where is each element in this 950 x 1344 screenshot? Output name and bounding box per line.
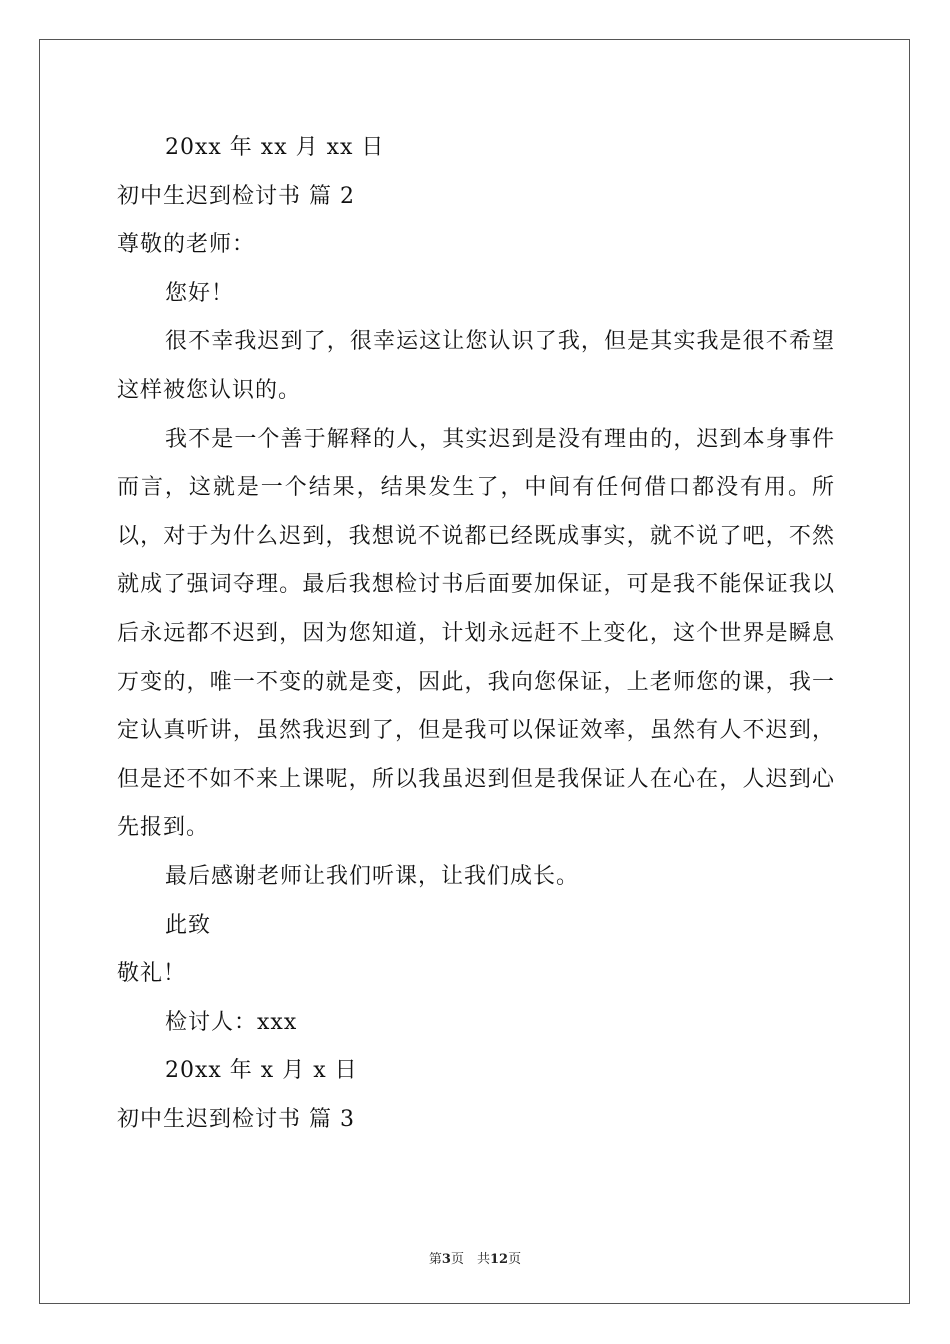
paragraph-2: 我不是一个善于解释的人，其实迟到是没有理由的，迟到本身事件而言，这就是一个结果，结果发生了，中间有任何借口都没有用。所以，对于为什么迟到，我想说不说都已经既成事实，就不说了吧，不然就成了强词夺理。最后我想检讨书后面要加保证，可是我不能保证我以后永远都不迟到，因为您知道，计划永远赶不上变化，这个世界是瞬息万变的，唯一不变的就是变，因此，我向您保证，上老师您的课，我一定认真听讲，虽然我迟到了，但是我可以保证效率，虽然有人不迟到，但是还不如不来上课呢，所以我虽迟到但是我保证人在心在，人迟到心先报到。 — [117, 426, 835, 841]
greeting: 您好！ — [165, 280, 235, 306]
signer-line: 检讨人：xxx — [165, 1009, 298, 1035]
section-heading-next: 初中生迟到检讨书 篇 3 — [117, 1106, 355, 1132]
footer-total-pages: 12 — [489, 1252, 509, 1267]
paragraph-1: 很不幸我迟到了，很幸运这让您认识了我，但是其实我是很不希望这样被您认识的。 — [117, 329, 835, 403]
footer-mid: 页 共 — [450, 1252, 490, 1267]
footer-current-page: 3 — [441, 1252, 451, 1267]
page-footer — [0, 1248, 950, 1267]
paragraph-3: 最后感谢老师让我们听课，让我们成长。 — [165, 863, 580, 889]
document-body — [117, 124, 835, 1144]
section-heading: 初中生迟到检讨书 篇 2 — [117, 183, 355, 209]
footer-prefix: 第 — [428, 1252, 442, 1267]
date-line-2: 20xx 年 x 月 x 日 — [165, 1058, 358, 1084]
date-line: 20xx 年 xx 月 xx 日 — [165, 135, 385, 160]
salutation: 尊敬的老师： — [117, 232, 256, 258]
closing-line-1: 此致 — [165, 912, 212, 938]
closing-line-2: 敬礼！ — [117, 961, 187, 987]
footer-suffix: 页 — [508, 1252, 522, 1267]
